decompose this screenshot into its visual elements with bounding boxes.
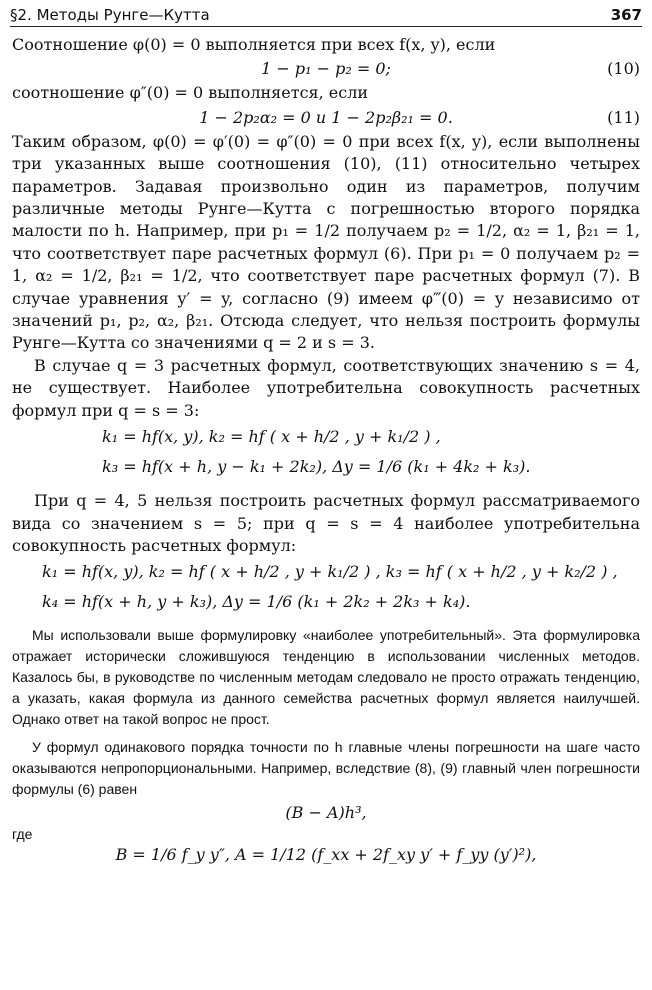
equation-10-number: (10) — [607, 59, 640, 79]
paragraph-condition-phi2: соотношение φ″(0) = 0 выполняется, если — [12, 83, 369, 103]
equation-11-body: 1 − 2p₂α₂ = 0 и 1 − 2p₂β₂₁ = 0. — [199, 107, 453, 127]
paragraph-parameters: Таким образом, φ(0) = φ′(0) = φ″(0) = 0 при всех f(x, y), если выполнены три указанных выше соотношения (10), (11) относительно четырех параметров. Задавая произвольно один из параметров, получим различные методы Рунге—Кутта с погрешностью второго порядка малости по h. Например, при p₁ = 1/2 получаем p₂ = 1/2, α₂ = 1, β₂₁ = 1, что соответствует паре расчетных формул (6). При p₁ = 0 получаем p₂ = 1, α₂ = 1/2, β₂₁ = 1/2, что соответствует паре расчетных формул (7). В случае уравнения y′ = y, согласно (9) имеем φ‴(0) = y независимо от значений p₁, p₂, α₂, β₂₁. Отсюда следует, что нельзя построить формулы Рунге—Кутта со значениями q = 2 и s = 3. — [12, 131, 640, 353]
formula-rk3-line2: k₃ = hf(x + h, y − k₁ + 2k₂), Δy = 1/6 (k₁ + 4k₂ + k₃). — [102, 457, 531, 477]
paragraph-q3: В случае q = 3 расчетных формул, соответствующих значению s = 4, не существует. Наиболее употребительна совокупность расчетных формул при q = s = 3: — [12, 355, 640, 420]
equation-11-number: (11) — [607, 107, 640, 127]
formula-B-A: B = 1/6 f_y y″, A = 1/12 (f_xx + 2f_xy y′ + f_yy (y′)²), — [115, 844, 537, 864]
page-number: 367 — [610, 6, 642, 24]
formula-rk3-line1: k₁ = hf(x, y), k₂ = hf ( x + h/2 , y + k₁/2 ) , — [102, 427, 441, 447]
formula-rk4-line1: k₁ = hf(x, y), k₂ = hf ( x + h/2 , y + k₁/2 ) , k₃ = hf ( x + h/2 , y + k₂/2 ) , — [42, 562, 618, 582]
formula-error: (B − A)h³, — [285, 802, 367, 822]
formula-rk4-line2: k₄ = hf(x + h, y + k₃), Δy = 1/6 (k₁ + 2k₂ + 2k₃ + k₄). — [42, 592, 471, 612]
paragraph-q4: При q = 4, 5 нельзя построить расчетных формул рассматриваемого вида со значением s = 5; при q = s = 4 наиболее употребительна совокупность расчетных формул: — [12, 491, 640, 555]
running-header — [10, 4, 642, 27]
section-title: §2. Методы Рунге—Кутта — [10, 6, 210, 24]
note-error: У формул одинакового порядка точности по h главные члены погрешности на шаге часто оказываются непропорциональными. Например, вследствие (8), (9) главный член погрешности формулы (6) равен — [12, 739, 640, 797]
equation-10 — [12, 56, 640, 82]
note-usage: Мы использовали выше формулировку «наиболее употребительный». Эта формулировка отражает исторически сложившуюся тенденцию в использовании численных методов. Казалось бы, в руководстве по численным методам следовало не просто отражать тенденцию, а указать, какая формула из данного семейства расчетных формул является наилучшей. Однако ответ на такой вопрос не прост. — [12, 627, 640, 727]
page-body — [12, 34, 640, 868]
paragraph-condition-phi0: Соотношение φ(0) = 0 выполняется при всех f(x, y), если — [12, 35, 496, 54]
equation-10-body: 1 − p₁ − p₂ = 0; — [261, 59, 391, 79]
word-where: где — [12, 825, 33, 842]
equation-11 — [12, 105, 640, 131]
